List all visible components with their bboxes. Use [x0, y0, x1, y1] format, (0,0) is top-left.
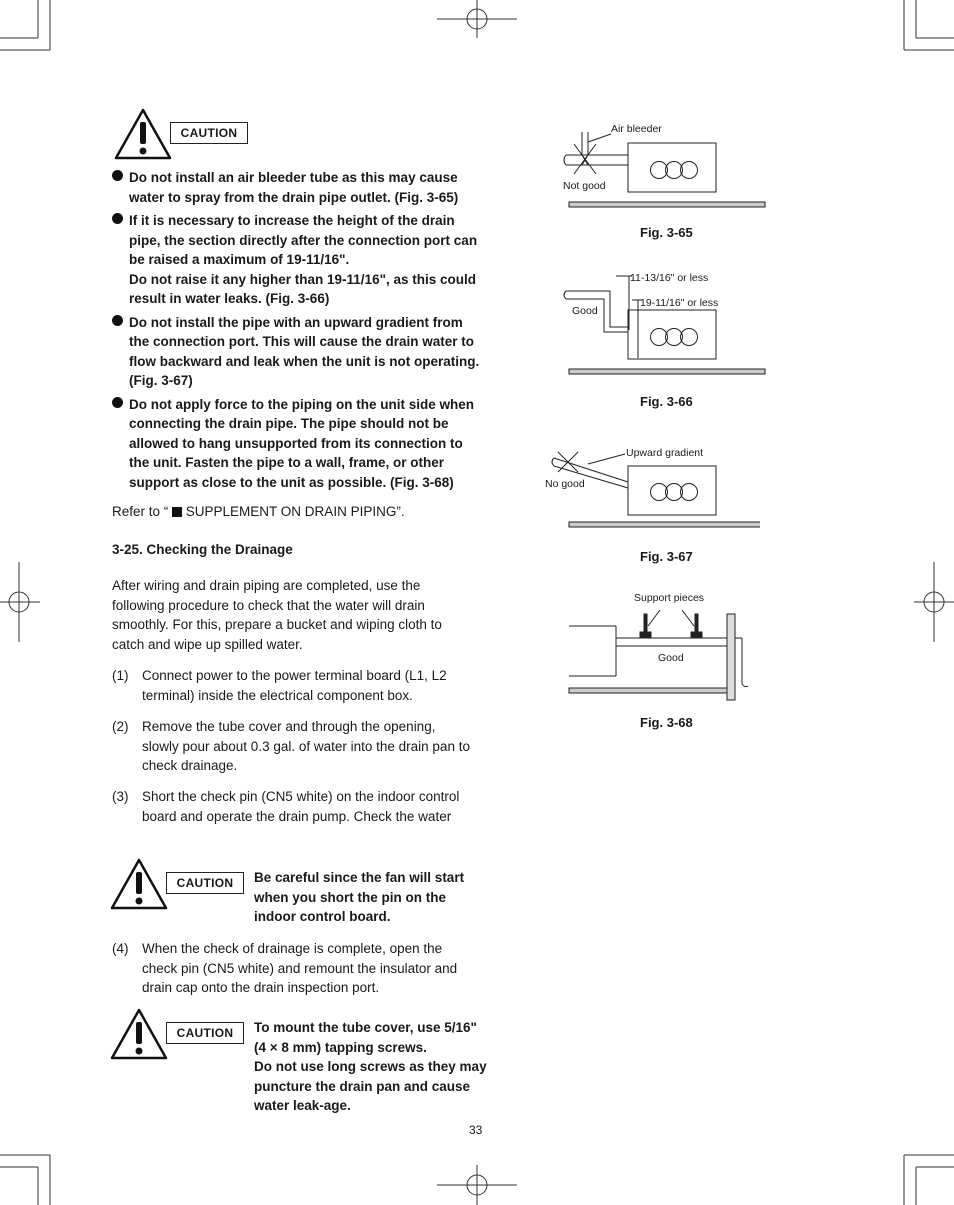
- fig-3-66-caption: Fig. 3-66: [640, 394, 693, 409]
- warning-triangle-icon: [114, 108, 172, 160]
- bullet-dot-icon: [112, 213, 123, 224]
- caution-badge: CAUTION: [170, 122, 248, 144]
- fig65-not-good-label: Not good: [563, 180, 606, 192]
- fig-3-65-caption: Fig. 3-65: [640, 225, 693, 240]
- intro-paragraph: After wiring and drain piping are completed, use the following procedure to check that the water will drain smoothly. For this, prepare a bucket and wiping cloth to catch and wipe up spilled water.: [112, 578, 442, 652]
- fig65-air-bleeder-label: Air bleeder: [611, 123, 662, 135]
- fig-3-65-diagram: [556, 122, 776, 212]
- refer-line: Refer to “ SUPPLEMENT ON DRAIN PIPING”.: [112, 504, 405, 519]
- bullet-item: If it is necessary to increase the height of the drain pipe, the section directly after the connection port can be raised a maximum of 19-11/16". Do not raise it any higher than 19-11/16", as this could result in water leaks. (Fig. 3-66): [112, 211, 482, 309]
- step-2: (2) Remove the tube cover and through the opening, slowly pour about 0.3 gal. of water into the drain pan to check drainage.: [112, 719, 470, 773]
- section-title: 3-25. Checking the Drainage: [112, 542, 293, 557]
- bullet-item: Do not install an air bleeder tube as this may cause water to spray from the drain pipe outlet. (Fig. 3-65): [112, 168, 482, 207]
- fig67-no-good-label: No good: [545, 478, 585, 490]
- fig68-support-label: Support pieces: [634, 592, 705, 604]
- bullet-dot-icon: [112, 170, 123, 181]
- warning-triangle-icon: [110, 1008, 168, 1060]
- bullet-item: Do not apply force to the piping on the unit side when connecting the drain pipe. The pipe should not be allowed to hang unsupported from its connection to the unit. Fasten the pipe to a wall, frame, or other support as close to the unit as possible. (Fig. 3-68): [112, 395, 482, 493]
- warning-triangle-icon: [110, 858, 168, 910]
- caution-fan-text: Be careful since the fan will start when you short the pin on the indoor control board.: [254, 870, 465, 924]
- fig-3-67-caption: Fig. 3-67: [640, 549, 693, 564]
- step-3: (3) Short the check pin (CN5 white) on the indoor control board and operate the drain pump. Check the water: [112, 789, 460, 824]
- caution-badge: CAUTION: [166, 872, 244, 894]
- fig-3-68-caption: Fig. 3-68: [640, 715, 693, 730]
- caution-screws-text: To mount the tube cover, use 5/16" (4 × 8 mm) tapping screws. Do not use long screws as they may puncture the drain pan and cause water leak-age.: [254, 1020, 487, 1113]
- step-1: (1) Connect power to the power terminal board (L1, L2 terminal) inside the electrical component box.: [112, 668, 447, 703]
- caution-bullet-list: [112, 168, 482, 496]
- step-4: (4) When the check of drainage is complete, open the check pin (CN5 white) and remount the insulator and drain cap onto the drain inspection port.: [112, 941, 458, 995]
- caution-badge: CAUTION: [166, 1022, 244, 1044]
- bullet-dot-icon: [112, 397, 123, 408]
- bullet-item: Do not install the pipe with an upward gradient from the connection port. This will cause the drain water to flow backward and leak when the unit is not operating. (Fig. 3-67): [112, 313, 482, 391]
- fig67-upward-label: Upward gradient: [626, 447, 704, 459]
- fig-3-66-diagram: [556, 270, 776, 380]
- page-number: 33: [469, 1123, 483, 1137]
- bullet-dot-icon: [112, 315, 123, 326]
- fig66-good-label: Good: [572, 305, 598, 317]
- fig66-dim1-label: 11-13/16" or less: [630, 272, 709, 284]
- fig68-good-label: Good: [658, 652, 684, 664]
- black-square-icon: [172, 507, 182, 517]
- fig66-dim2-label: 19-11/16" or less: [640, 297, 719, 309]
